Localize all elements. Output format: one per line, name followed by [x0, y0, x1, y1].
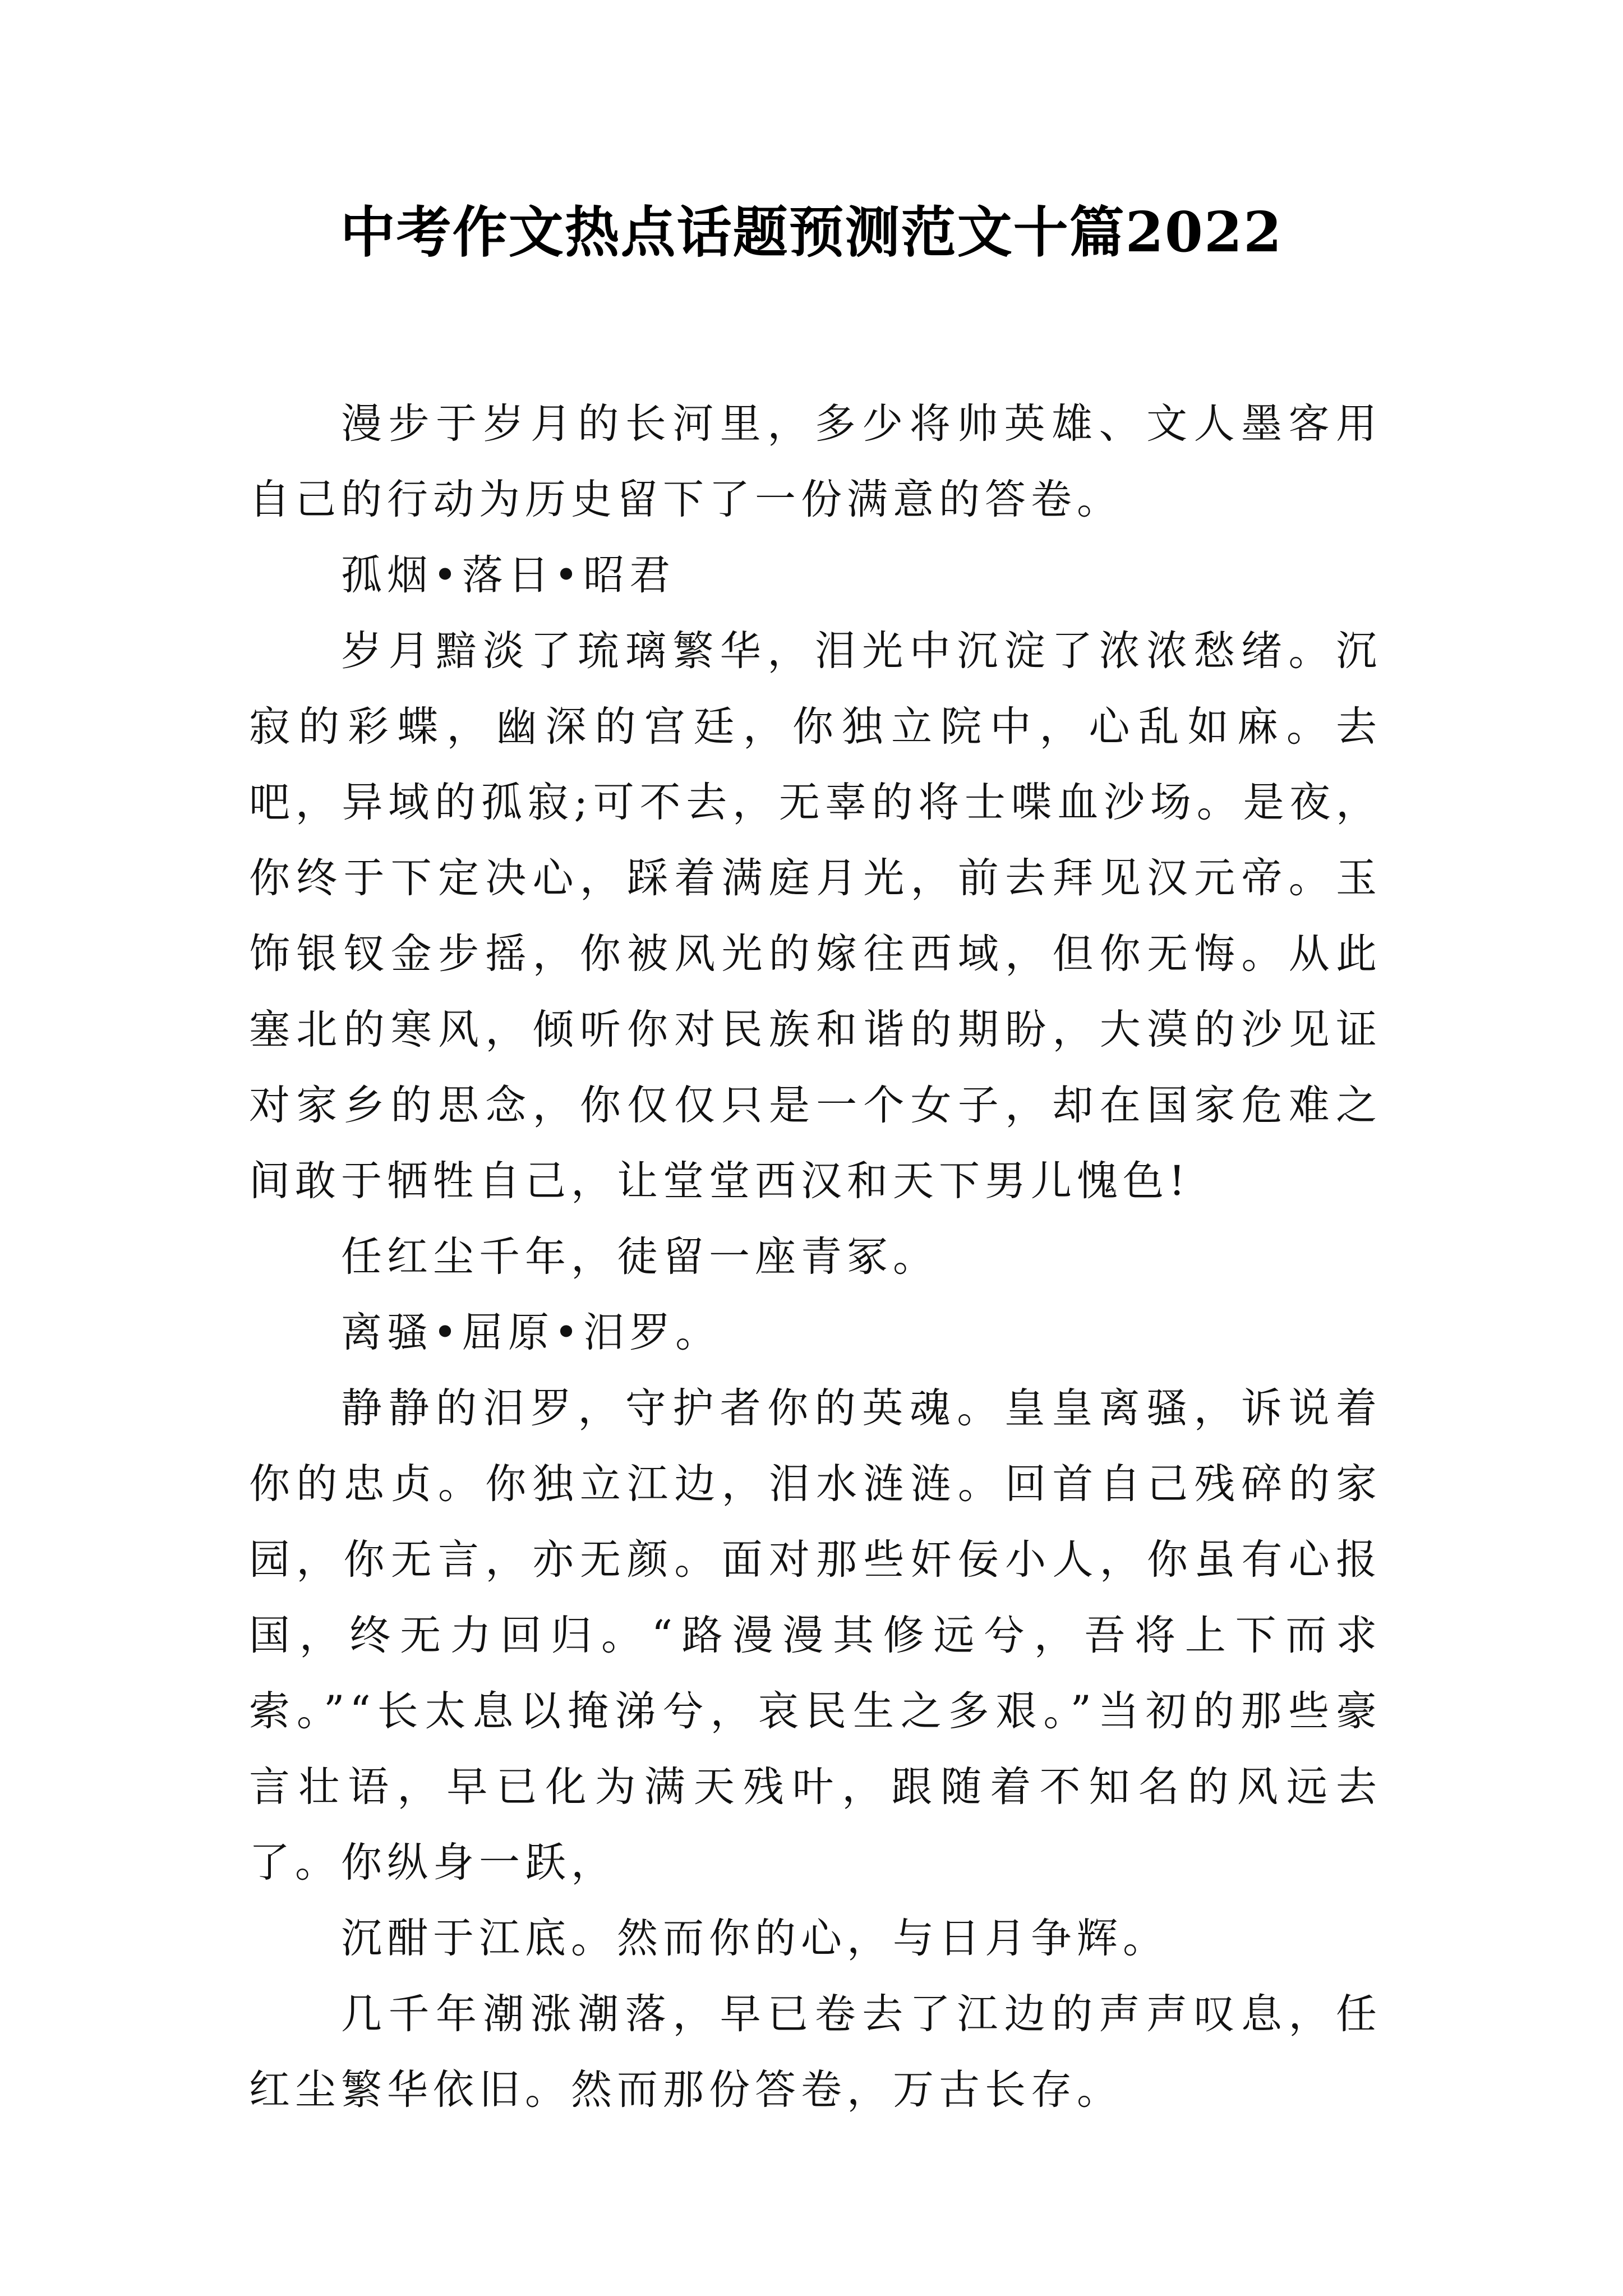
paragraph-conclusion: 几千年潮涨潮落，早已卷去了江边的声声叹息，任红尘繁华依旧。然而那份答卷，万古长存。	[249, 1990, 1382, 2114]
paragraph-qingzhong: 任红尘千年，徒留一座青冢。	[341, 1233, 939, 1281]
section-heading-quyuan: 离骚•屈原•汨罗。	[341, 1309, 722, 1356]
paragraph-zhaojun: 岁月黯淡了琉璃繁华，泪光中沉淀了浓浓愁绪。沉寂的彩蝶，幽深的宫廷，你独立院中，心乱如麻。去吧，异域的孤寂;可不去，无辜的将士喋血沙场。是夜，你终于下定决心，踩着满庭月光，前去拜见汉元帝。玉饰银钗金步摇，你被风光的嫁往西域，但你无悔。从此塞北的寒风，倾听你对民族和谐的期盼，大漠的沙见证对家乡的思念，你仅仅只是一个女子，却在国家危难之间敢于牺牲自己，让堂堂西汉和天下男儿愧色!	[249, 627, 1382, 1205]
document-body	[249, 386, 1382, 2128]
section-heading-zhaojun: 孤烟•落日•昭君	[341, 551, 676, 599]
paragraph-quyuan: 静静的汨罗，守护者你的英魂。皇皇离骚，诉说着你的忠贞。你独立江边，泪水涟涟。回首自己残碎的家园，你无言，亦无颜。面对那些奸佞小人，你虽有心报国，终无力回归。“路漫漫其修远兮，吾将上下而求索。”“长太息以掩涕兮，哀民生之多艰。”当初的那些豪言壮语，早已化为满天残叶，跟随着不知名的风远去了。你纵身一跃，	[249, 1384, 1382, 1887]
paragraph-intro: 漫步于岁月的长河里，多少将帅英雄、文人墨客用自己的行动为历史留下了一份满意的答卷。	[249, 400, 1382, 523]
paragraph-jiangdi: 沉酣于江底。然而你的心，与日月争辉。	[341, 1915, 1169, 1962]
document-title: 中考作文热点话题预测范文十篇2022	[340, 200, 1283, 265]
